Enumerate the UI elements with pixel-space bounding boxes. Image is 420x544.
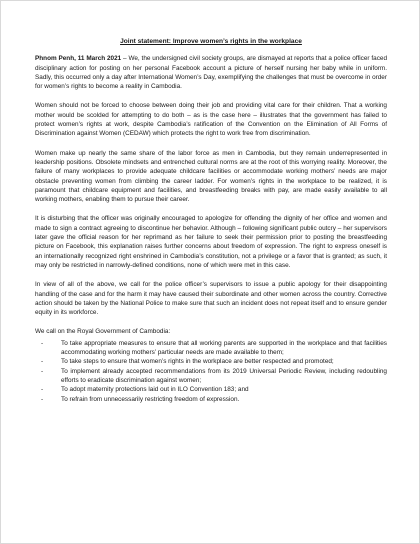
intro-text: – We, the undersigned civil society groups, are dismayed at reports that a police officer faced disciplinary action for posting on her personal Facebook account a picture of herself nursing her baby while in uniform. Sadly, this occurred only a day after International Women’s Day, exemplifying the challenges that must be overcome in order for women’s rights to become a reality in Cambodia. (35, 55, 388, 91)
document-body (35, 37, 387, 404)
demand-text: To take steps to ensure that women’s rights in the workplace are better respected and promoted; (61, 358, 334, 366)
list-item (35, 367, 387, 386)
demand-text: To take appropriate measures to ensure that all working parents are supported in the workplace and that facilities accommodating working mothers’ particular needs are made available to them; (61, 339, 387, 357)
bullet: - (41, 386, 44, 394)
bullet: - (41, 339, 44, 347)
demand-text: To adopt maternity protections laid out in ILO Convention 183; and (61, 386, 249, 394)
bullet: - (41, 358, 44, 366)
demand-text: To implement already accepted recommendations from its 2019 Universal Periodic Review, including redoubling efforts to eradicate discrimination against women; (61, 367, 387, 384)
call-lead: We call on the Royal Government of Cambodia: (35, 328, 171, 336)
intro-paragraph (35, 54, 387, 91)
paragraph-choose-job-care: Women should not be forced to choose between doing their job and providing vital care for their children. That a working mother would be scolded for attempting to do both – as is the case here – illustrates that the government has failed to protect women’s rights at work, despite Cambodia’s ratification of the Convention on the Elimination of All Forms of Discrimination against Women (CEDAW) which protects the right to work free from discrimination. (35, 102, 387, 138)
list-item (35, 395, 387, 404)
demand-text: To refrain from unnecessarily restricting freedom of expression. (61, 395, 240, 403)
dateline: Phnom Penh, 11 March 2021 (35, 55, 122, 63)
demands-list (35, 339, 387, 404)
paragraph-call-apology: In view of all of the above, we call for the police officer’s supervisors to issue a public apology for their disappointing handling of the case and for the harm it may have caused their subordinate and other women across the country. Corrective action should be taken by the National Police to make sure that such an incident does not repeat itself and to ensure gender equity in its workforce. (35, 281, 387, 317)
paragraph-apology-expression: It is disturbing that the officer was originally encouraged to apologize for offending the dignity of her office and women and made to sign a contract agreeing to discontinue her behavior. Although – following significant public outcry – her supervisors later gave the official reason for her reprimand as her failure to seek their permission prior to posting the breastfeeding picture on Facebook, this explanation raises further concerns about freedom of expression. The right to express oneself is an internationally recognized right enshrined in Cambodia’s constitution, not a privilege or a favor that is granted; as such, it may only be restricted in narrowly-defined conditions, none of which were met in this case. (35, 215, 387, 269)
document-title: Joint statement: Improve women’s rights in the workplace (120, 38, 302, 45)
list-item (35, 385, 387, 394)
list-item (35, 357, 387, 366)
bullet: - (41, 367, 44, 375)
paragraph-labor-force: Women make up nearly the same share of the labor force as men in Cambodia, but they remain underrepresented in leadership positions. Obsolete mindsets and entrenched cultural norms are at the root of this worrying reality. Moreover, the failure of many workplaces to provide adequate childcare facilities or accommodate working mothers’ needs are major obstacle preventing women from climbing the career ladder. For women’s rights in the workplace to be realized, it is paramount that childcare equipment and facilities, and breastfeeding breaks with pay, are made easily available to all working mothers, enabling them to pursue their career. (35, 149, 387, 204)
list-item (35, 339, 387, 358)
bullet: - (41, 395, 44, 403)
